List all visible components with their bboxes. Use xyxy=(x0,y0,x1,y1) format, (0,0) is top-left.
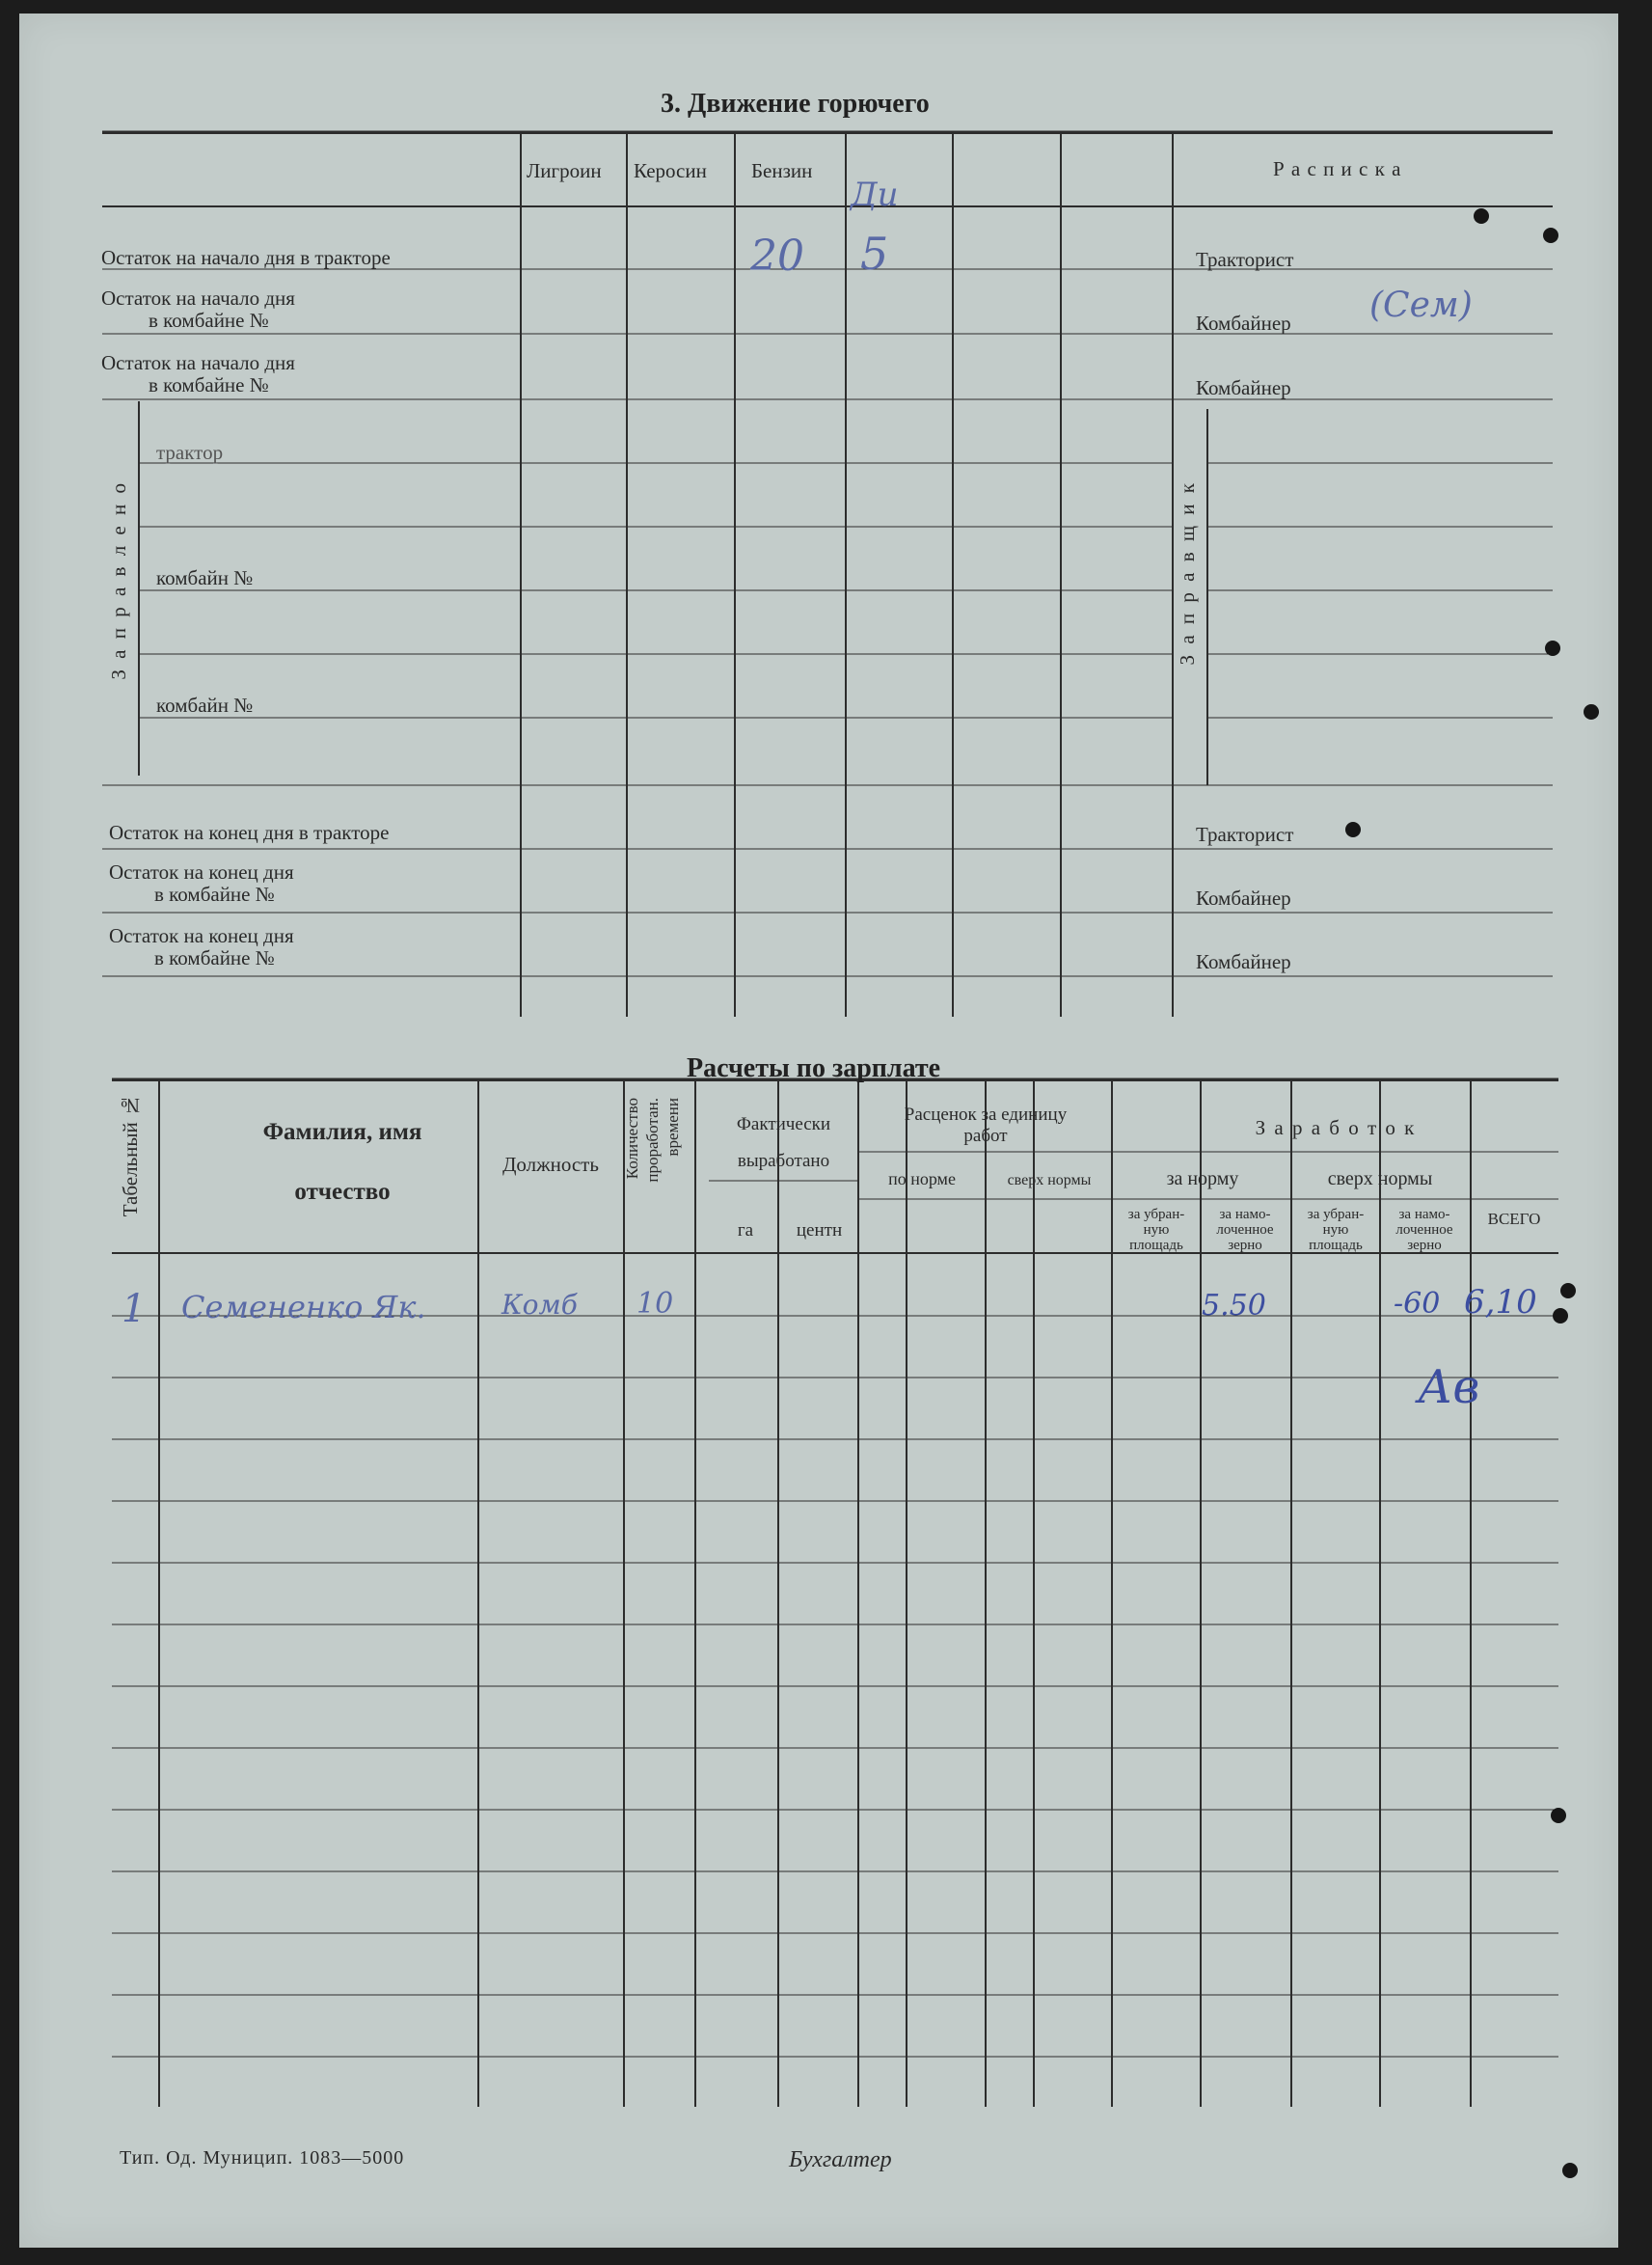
header-rates-2: работ xyxy=(963,1126,1008,1146)
entry-grain-over: -60 xyxy=(1394,1287,1441,1321)
header-centner: центн xyxy=(796,1220,843,1241)
handwritten-fourth-value: 5 xyxy=(860,228,889,280)
signer-combiner: Комбайнер xyxy=(1196,887,1291,910)
header-grain-over-1: за намо- xyxy=(1398,1207,1450,1222)
refueled-tractor: трактор xyxy=(156,441,224,464)
binding-hole xyxy=(1560,1283,1576,1298)
binding-hole xyxy=(1543,228,1558,243)
signer-combiner: Комбайнер xyxy=(1196,950,1291,973)
row-label-end-combine-2-no: в комбайне № xyxy=(154,946,275,969)
header-area-over-2: ную xyxy=(1322,1222,1349,1238)
header-grain-norm-2: лоченное xyxy=(1216,1222,1274,1238)
row-label-start-combine-1: Остаток на начало дня xyxy=(101,287,295,310)
refueler-label: З а п р а в щ и к xyxy=(1176,480,1199,666)
signer-combiner: Комбайнер xyxy=(1196,312,1291,335)
binding-hole xyxy=(1553,1308,1568,1324)
header-actual-1: Фактически xyxy=(736,1114,831,1134)
header-area-norm-1: за убран- xyxy=(1127,1207,1185,1222)
entry-initials: Ав xyxy=(1418,1360,1480,1414)
receipt-header: Р а с п и с к а xyxy=(1273,157,1402,180)
header-actual-2: выработано xyxy=(737,1151,830,1171)
header-grain-norm-1: за намо- xyxy=(1219,1207,1271,1222)
signer-combiner: Комбайнер xyxy=(1196,376,1291,399)
row-label-end-combine-1-no: в комбайне № xyxy=(154,883,275,906)
header-hours-2: проработан. xyxy=(643,1098,662,1183)
signer-tractorist: Тракторист xyxy=(1196,248,1294,271)
refueled-combine-1: комбайн № xyxy=(156,566,254,589)
entry-position: Комб xyxy=(501,1289,578,1321)
binding-hole xyxy=(1545,641,1560,656)
header-hours-1: Количество xyxy=(623,1098,641,1180)
entry-hours: 10 xyxy=(636,1287,674,1321)
header-name-2: отчество xyxy=(294,1179,391,1205)
handwritten-gasoline-value: 20 xyxy=(750,232,804,281)
fuel-section-title: 3. Движение горючего xyxy=(661,89,930,119)
header-total: ВСЕГО xyxy=(1487,1210,1541,1228)
binding-hole xyxy=(1345,822,1361,837)
header-position: Должность xyxy=(502,1153,599,1176)
entry-grain-norm: 5.50 xyxy=(1202,1289,1266,1323)
header-name-1: Фамилия, имя xyxy=(262,1119,422,1145)
header-hours-3: времени xyxy=(664,1098,682,1157)
header-grain-norm-3: зерно xyxy=(1228,1238,1262,1253)
row-label-end-combine-2: Остаток на конец дня xyxy=(109,924,294,947)
binding-hole xyxy=(1551,1808,1566,1823)
column-header-ligroin: Лигроин xyxy=(527,159,602,182)
header-tab-number: Табельный № xyxy=(119,1094,142,1217)
header-by-norm: по норме xyxy=(888,1169,956,1188)
entry-total: 6,10 xyxy=(1464,1283,1537,1322)
header-area-over-1: за убран- xyxy=(1307,1207,1365,1222)
handwritten-signature: (Сем) xyxy=(1369,286,1473,325)
column-header-gasoline: Бензин xyxy=(751,159,813,182)
print-info: Тип. Од. Муницип. 1083—5000 xyxy=(120,2147,405,2169)
entry-tab-number: 1 xyxy=(122,1287,147,1331)
header-earn-over: сверх нормы xyxy=(1327,1168,1433,1189)
header-earn-norm: за норму xyxy=(1166,1168,1239,1189)
header-grain-over-3: зерно xyxy=(1407,1238,1442,1253)
header-ha: га xyxy=(737,1220,754,1241)
column-header-kerosene: Керосин xyxy=(634,159,707,182)
refueled-label: З а п р а в л е н о xyxy=(107,480,130,680)
header-grain-over-2: лоченное xyxy=(1395,1222,1453,1238)
accountant-label: Бухгалтер xyxy=(789,2147,892,2172)
row-label-start-tractor: Остаток на начало дня в тракторе xyxy=(101,246,391,269)
row-label-start-combine-1-no: в комбайне № xyxy=(149,309,269,332)
header-area-norm-3: площадь xyxy=(1129,1238,1183,1253)
header-over-norm: сверх нормы xyxy=(1007,1172,1092,1188)
row-label-start-combine-2: Остаток на начало дня xyxy=(101,351,295,374)
row-label-start-combine-2-no: в комбайне № xyxy=(149,373,269,396)
row-label-end-combine-1: Остаток на конец дня xyxy=(109,860,294,884)
row-label-end-tractor: Остаток на конец дня в тракторе xyxy=(109,821,390,844)
header-area-over-3: площадь xyxy=(1309,1238,1363,1253)
form-sheet xyxy=(19,14,1618,2248)
salary-section-title: Расчеты по зарплате xyxy=(687,1053,941,1083)
binding-hole xyxy=(1474,208,1489,224)
refueled-combine-2: комбайн № xyxy=(156,694,254,717)
header-area-norm-2: ную xyxy=(1143,1222,1170,1238)
signer-tractorist: Тракторист xyxy=(1196,823,1294,846)
binding-hole xyxy=(1562,2163,1578,2178)
entry-name: Семененко Як. xyxy=(181,1289,426,1325)
header-earnings: З а р а б о т о к xyxy=(1255,1116,1417,1139)
header-rates-1: Расценок за единицу xyxy=(904,1105,1068,1125)
handwritten-column-header: Ди xyxy=(851,176,899,214)
binding-hole xyxy=(1584,704,1599,720)
